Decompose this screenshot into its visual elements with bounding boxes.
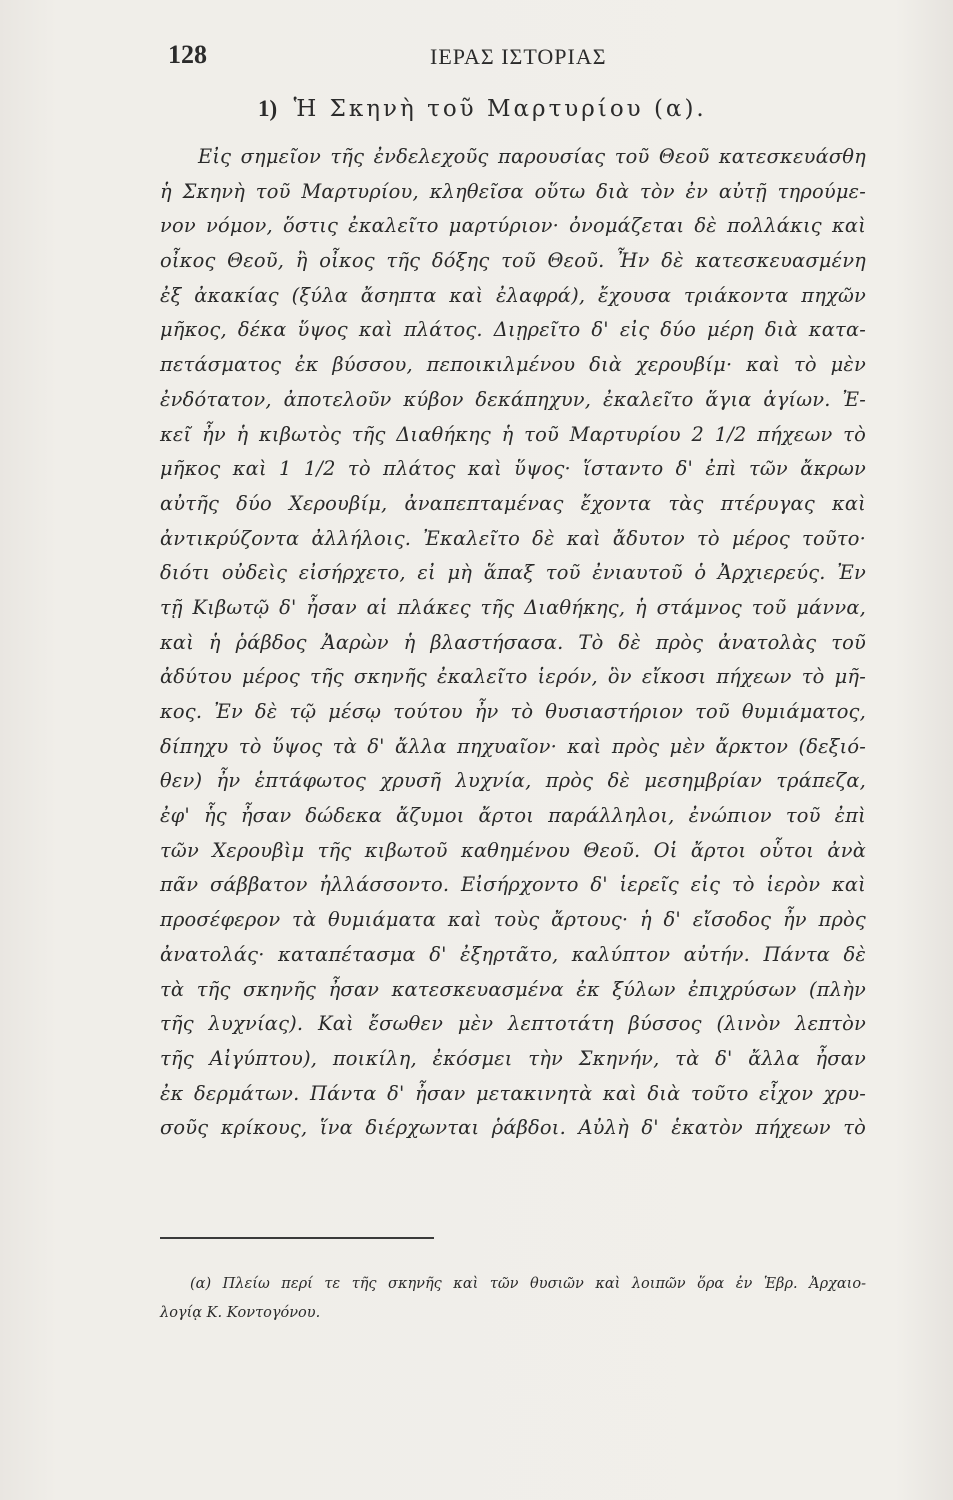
page-header — [160, 40, 860, 80]
footnote — [160, 1270, 866, 1328]
body-line: θεν) ἦν ἑπτάφωτος χρυσῆ λυχνία, πρὸς δὲ μεσημβρίαν τράπεζα, — [160, 769, 866, 793]
body-line: ἀδύτου μέρος τῆς σκηνῆς ἐκαλεῖτο ἱερόν, ὃν εἴκοσι πήχεων τὸ μῆ- — [160, 665, 866, 689]
body-line: ἡ Σκηνὴ τοῦ Μαρτυρίου, κληθεῖσα οὕτω διὰ τὸν ἐν αὐτῇ τηρούμε- — [160, 179, 866, 203]
body-line: προσέφερον τὰ θυμιάματα καὶ τοὺς ἄρτους· ἡ δ' εἴσοδος ἦν πρὸς — [160, 908, 866, 932]
body-line: τὰ τῆς σκηνῆς ἦσαν κατεσκευασμένα ἐκ ξύλων ἐπιχρύσων (πλὴν — [160, 977, 866, 1001]
body-line: ἐξ ἀκακίας (ξύλα ἄσηπτα καὶ ἐλαφρά), ἔχουσα τριάκοντα πηχῶν — [160, 283, 866, 307]
body-line: ἐνδότατον, ἀποτελοῦν κύβον δεκάπηχυν, ἐκαλεῖτο ἅγια ἁγίων. Ἐ- — [160, 387, 866, 411]
running-head: ΙΕΡΑΣ ΙΣΤΟΡΙΑΣ — [430, 44, 607, 69]
footnote-divider — [160, 1237, 434, 1239]
body-line: πᾶν σάββατον ἠλλάσσοντο. Εἰσήρχοντο δ' ἱερεῖς εἰς τὸ ἱερὸν καὶ — [160, 873, 866, 897]
body-line: τῇ Κιβωτῷ δ' ἦσαν αἱ πλάκες τῆς Διαθήκης, ἡ στάμνος τοῦ μάννα, — [160, 595, 866, 619]
body-line: μῆκος καὶ 1 1/2 τὸ πλάτος καὶ ὕψος· ἵσταντο δ' ἐπὶ τῶν ἄκρων — [160, 457, 866, 481]
body-line: οἶκος Θεοῦ, ἢ οἶκος τῆς δόξης τοῦ Θεοῦ. Ἦν δὲ κατεσκευασμένη — [160, 249, 866, 273]
body-line: ἐκ δερμάτων. Πάντα δ' ἦσαν μετακινητὰ καὶ διὰ τοῦτο εἶχον χρυ- — [160, 1081, 866, 1105]
footnote-line: (α) Πλείω περί τε τῆς σκηνῆς καὶ τῶν θυσιῶν καὶ λοιπῶν ὅρα ἐν Ἑβρ. Ἀρχαιο- — [190, 1276, 866, 1292]
body-line: τῆς Αἰγύπτου), ποικίλη, ἐκόσμει τὴν Σκηνήν, τὰ δ' ἄλλα ἦσαν — [160, 1046, 866, 1070]
page-number: 128 — [168, 40, 207, 69]
body-line: ἀντικρύζοντα ἀλλήλοις. Ἐκαλεῖτο δὲ καὶ ἄδυτον τὸ μέρος τοῦτο· — [160, 526, 866, 550]
section-title — [258, 96, 707, 122]
body-line: νον νόμον, ὅστις ἐκαλεῖτο μαρτύριον· ὀνομάζεται δὲ πολλάκις καὶ — [160, 214, 866, 238]
body-line: ἐφ' ἧς ἦσαν δώδεκα ἄζυμοι ἄρτοι παράλληλοι, ἐνώπιον τοῦ ἐπὶ — [160, 804, 866, 828]
body-line: καὶ ἡ ῥάβδος Ἀαρὼν ἡ βλαστήσασα. Τὸ δὲ πρὸς ἀνατολὰς τοῦ — [160, 630, 866, 654]
body-line: δίπηχυ τὸ ὕψος τὰ δ' ἄλλα πηχυαῖον· καὶ πρὸς μὲν ἄρκτον (δεξιό- — [160, 734, 866, 758]
body-line: κος. Ἐν δὲ τῷ μέσῳ τούτου ἦν τὸ θυσιαστήριον τοῦ θυμιάματος, — [160, 700, 866, 723]
body-line: τῆς λυχνίας). Καὶ ἔσωθεν μὲν λεπτοτάτη βύσσος (λινὸν λεπτὸν — [160, 1012, 866, 1036]
footnote-line: λογίᾳ Κ. Κοντογόνου. — [160, 1305, 321, 1321]
body-line: σοῦς κρίκους, ἵνα διέρχωνται ῥάβδοι. Αὐλὴ δ' ἑκατὸν πήχεων τὸ — [160, 1116, 866, 1140]
section-number: 1) — [258, 96, 278, 121]
body-line: αὐτῆς δύο Χερουβίμ, ἀναπεπταμένας ἔχοντα τὰς πτέρυγας καὶ — [160, 491, 866, 515]
body-line: τῶν Χερουβὶμ τῆς κιβωτοῦ καθημένου Θεοῦ. Οἱ ἄρτοι οὗτοι ἀνὰ — [160, 838, 866, 862]
body-line: ἀνατολάς· καταπέτασμα δ' ἐξηρτᾶτο, καλύπτον αὐτήν. Πάντα δὲ — [160, 942, 866, 966]
body-line: κεῖ ἦν ἡ κιβωτὸς τῆς Διαθήκης ἡ τοῦ Μαρτυρίου 2 1/2 πήχεων τὸ — [160, 422, 866, 446]
body-line: μῆκος, δέκα ὕψος καὶ πλάτος. Διῃρεῖτο δ' εἰς δύο μέρη διὰ κατα- — [160, 318, 866, 342]
body-line: Εἰς σημεῖον τῆς ἐνδελεχοῦς παρουσίας τοῦ Θεοῦ κατεσκευάσθη — [198, 145, 866, 168]
body-text — [160, 140, 866, 1146]
section-title-text: Ἡ Σκηνὴ τοῦ Μαρτυρίου (α). — [293, 96, 707, 122]
body-line: διότι οὐδεὶς εἰσήρχετο, εἰ μὴ ἅπαξ τοῦ ἐνιαυτοῦ ὁ Ἀρχιερεύς. Ἐν — [160, 561, 866, 585]
body-line: πετάσματος ἐκ βύσσου, πεποικιλμένου διὰ χερουβίμ· καὶ τὸ μὲν — [160, 353, 866, 377]
